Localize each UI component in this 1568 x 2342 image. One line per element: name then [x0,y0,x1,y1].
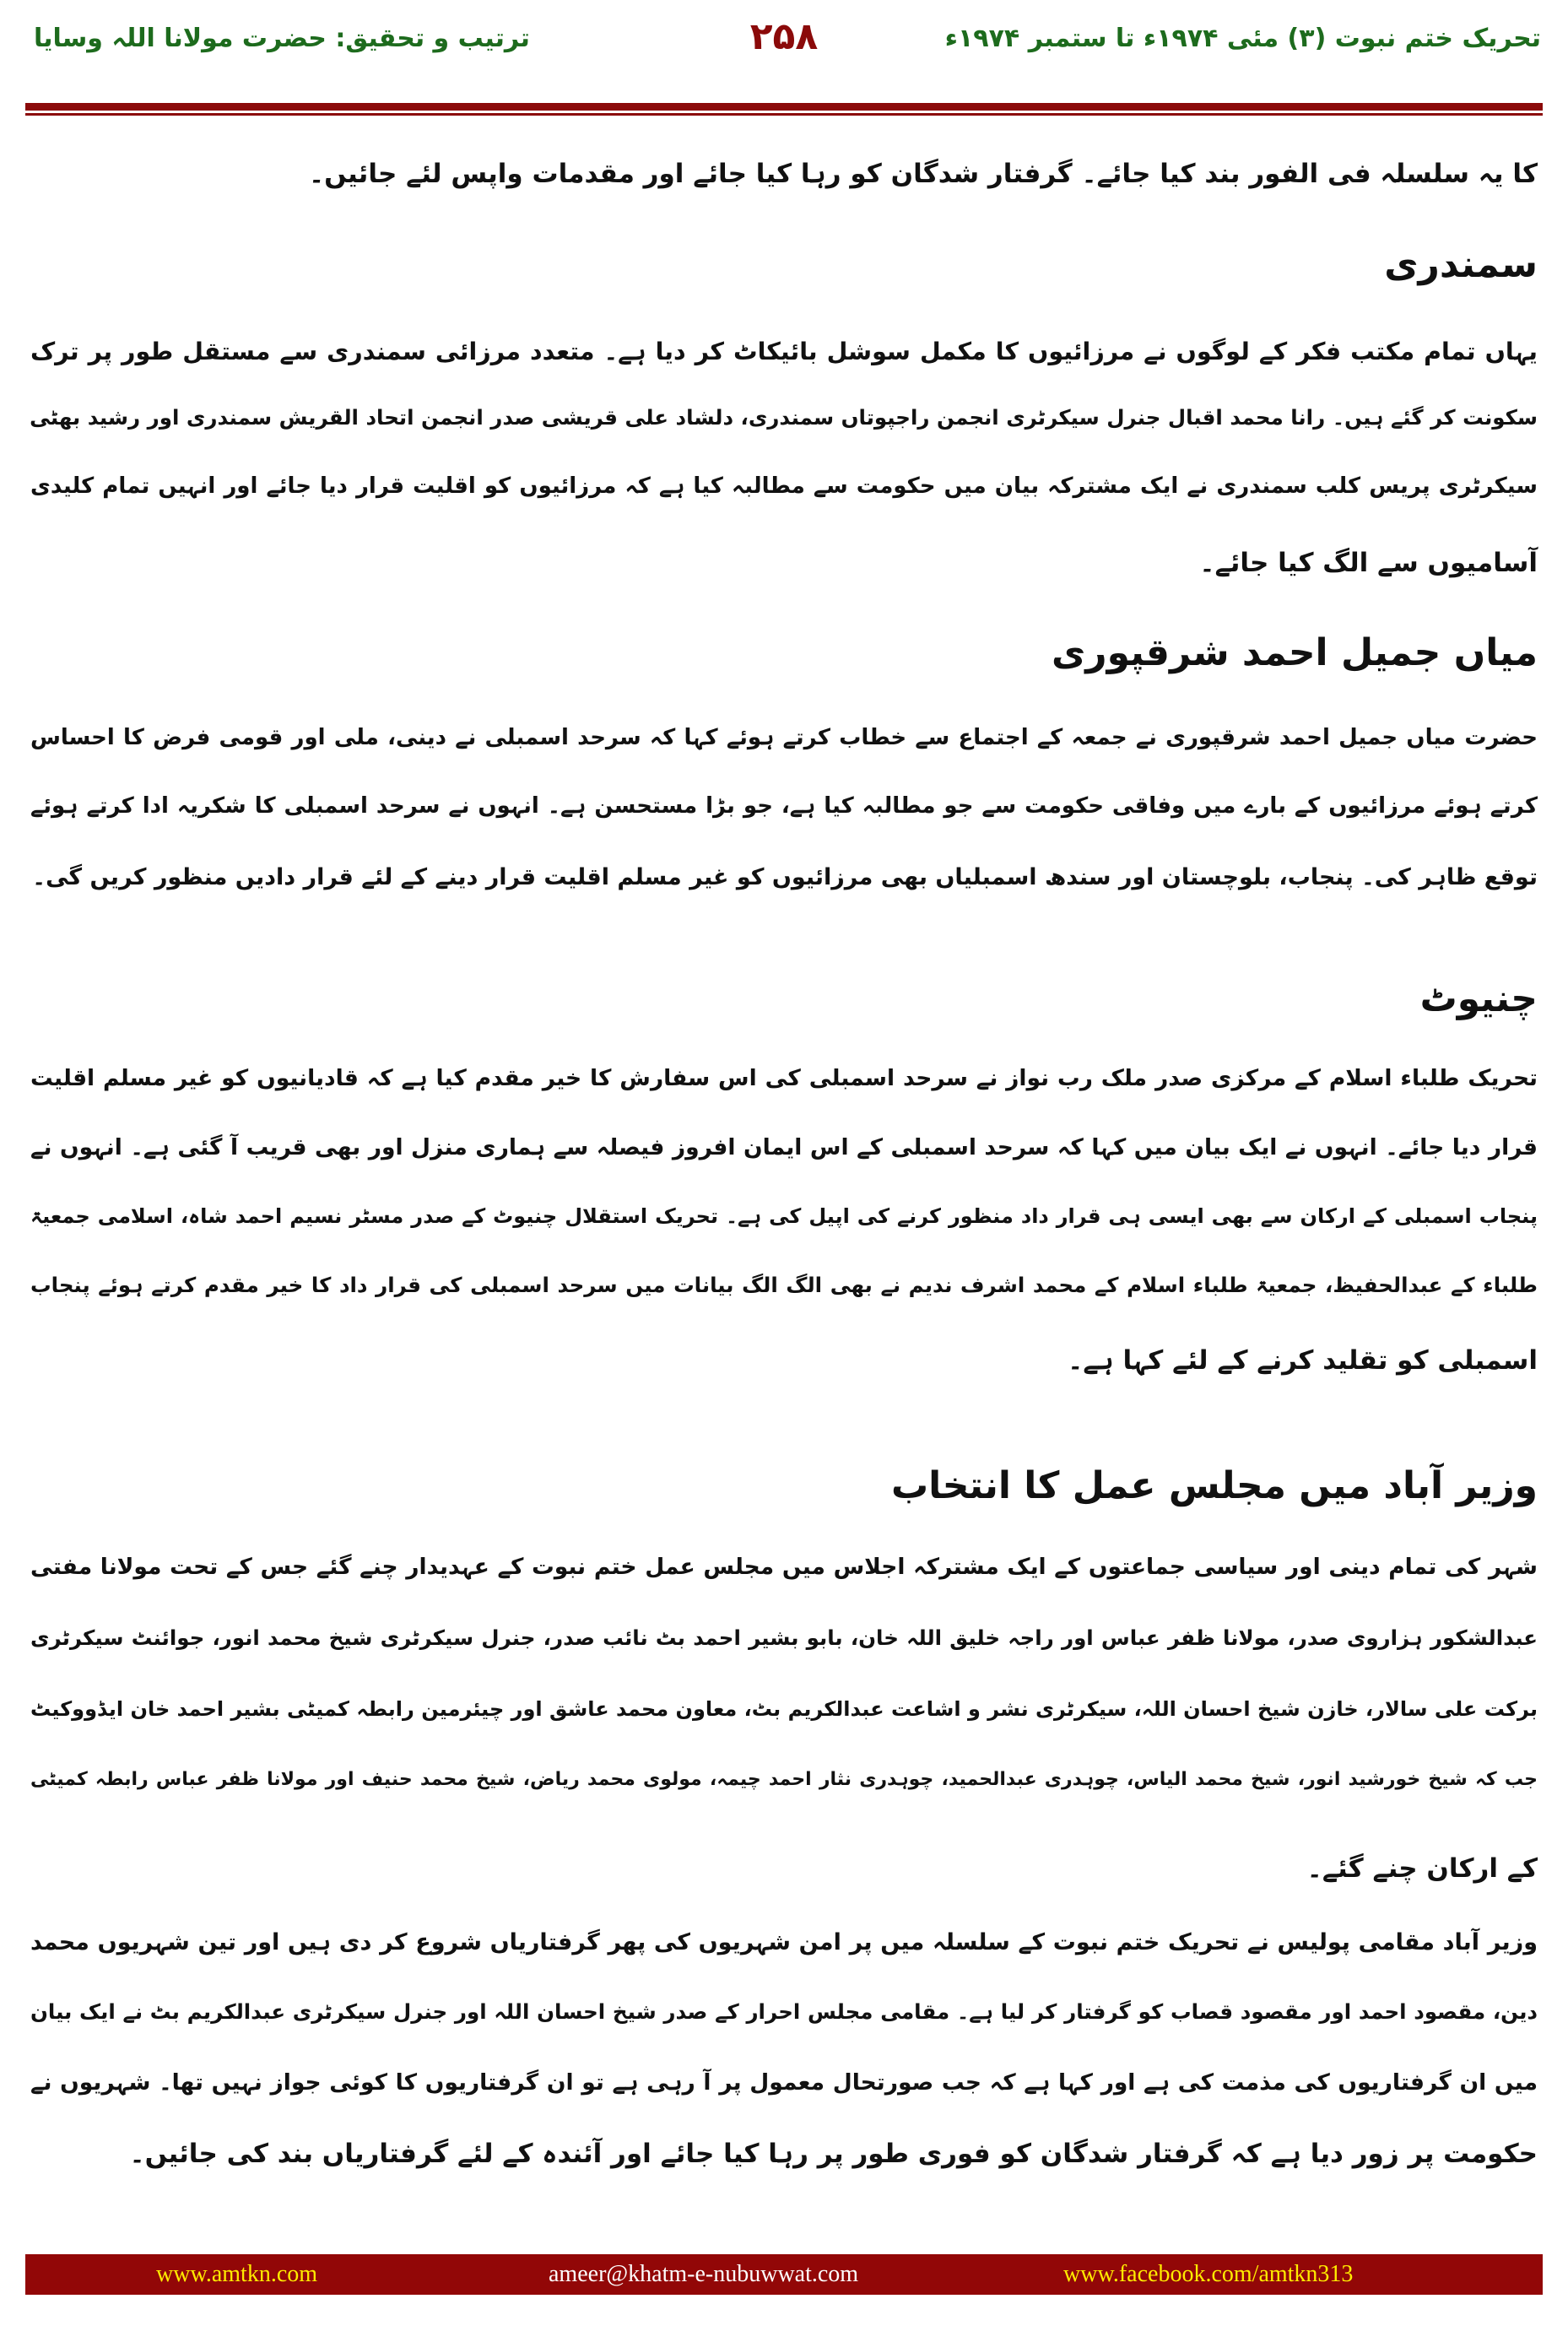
book-title: تحریک ختم نبوت (۳) مئی ۱۹۷۴ء تا ستمبر ۱۹۷۴ء [944,24,1541,53]
text-line: سیکرٹری پریس کلب سمندری نے ایک مشترکہ بیان میں حکومت سے مطالبہ کیا ہے کہ مرزائیوں کو اقلیت قرار دیا جائے اور انہیں تمام کلیدی [30,473,1538,499]
header-rule-thick [25,103,1543,111]
text-line: حکومت پر زور دیا ہے کہ گرفتار شدگان کو فوری طور پر رہا کیا جائے اور آئندہ کے لئے گرفتاریاں بند کی جائیں۔ [129,2139,1538,2169]
text-line: پنجاب اسمبلی کے ارکان سے بھی ایسی ہی قرار داد منظور کرنے کی اپیل کی ہے۔ تحریک استقلال چنیوٹ کے صدر مسٹر نسیم احمد شاہ، اسلامی جمعیۃ [30,1204,1538,1228]
text-line: کرتے ہوئے مرزائیوں کے بارے میں وفاقی حکومت سے جو مطالبہ کیا ہے، جو بڑا مستحسن ہے۔ انہوں نے سرحد اسمبلی کا شکریہ ادا کرتے ہوئے [30,793,1538,819]
text-line: یہاں تمام مکتب فکر کے لوگوں نے مرزائیوں کا مکمل سوشل بائیکاٹ کر دیا ہے۔ متعدد مرزائی سمندری سے مستقل طور پر ترک [30,338,1538,365]
section-heading-samundri: سمندری [1384,243,1538,286]
text-line: دین، مقصود احمد اور مقصود قصاب کو گرفتار کر لیا ہے۔ مقامی مجلس احرار کے صدر شیخ احسان اللہ اور جنرل سیکرٹری عبدالکریم بٹ نے ایک بیان [30,1999,1538,2024]
page-number: ۲۵۸ [749,15,819,58]
text-line: میں ان گرفتاریوں کی مذمت کی ہے اور کہا ہے کہ جب صورتحال معمول پر آ رہی ہے تو ان گرفتاریوں کا کوئی جواز نہیں تھا۔ شہریوں نے [30,2069,1538,2096]
text-line: وزیر آباد مقامی پولیس نے تحریک ختم نبوت کے سلسلہ میں پر امن شہریوں کی پھر گرفتاریاں شروع کر دی ہیں اور تین شہریوں محمد [30,1929,1538,1955]
website-link[interactable]: www.amtkn.com [156,2261,318,2287]
compiler-credit: ترتیب و تحقیق: حضرت مولانا اللہ وسایا [34,24,530,53]
text-line: آسامیوں سے الگ کیا جائے۔ [1199,548,1538,578]
text-line: شہر کی تمام دینی اور سیاسی جماعتوں کے ایک مشترکہ اجلاس میں مجلس عمل ختم نبوت کے عہدیدار چنے گئے جس کے تحت مولانا مفتی [30,1554,1538,1580]
header-rule-thin [25,113,1543,116]
text-line: طلباء کے عبدالحفیظ، جمعیۃ طلباء اسلام کے محمد اشرف ندیم نے بھی الگ الگ بیانات میں سرحد اسمبلی کی قرار داد کا خیر مقدم کرتے ہوئے پنجاب [30,1273,1538,1297]
section-heading-chiniot: چنیوٹ [1419,977,1538,1020]
text-line: حضرت میاں جمیل احمد شرقپوری نے جمعہ کے اجتماع سے خطاب کرتے ہوئے کہا کہ سرحد اسمبلی نے دینی، ملی اور قومی فرض کا احساس [30,725,1538,750]
text-line: عبدالشکور ہزاروی صدر، مولانا ظفر عباس اور راجہ خلیق اللہ خان، بابو بشیر احمد بٹ نائب صدر، جنرل سیکرٹری شیخ محمد انور، جوائنٹ سیکرٹری [30,1625,1538,1650]
facebook-link[interactable]: www.facebook.com/amtkn313 [1063,2261,1354,2287]
section-heading-wazirabad: وزیر آباد میں مجلس عمل کا انتخاب [890,1464,1538,1507]
email-link[interactable]: ameer@khatm-e-nubuwwat.com [549,2261,859,2287]
text-line: برکت علی سالار، خازن شیخ احسان اللہ، سیکرٹری نشر و اشاعت عبدالکریم بٹ، معاون محمد عاشق اور چیئرمین رابطہ کمیٹی بشیر احمد خان ایڈووکیٹ [30,1697,1538,1721]
text-line: تحریک طلباء اسلام کے مرکزی صدر ملک رب نواز نے سرحد اسمبلی کی اس سفارش کا خیر مقدم کیا ہے کہ قادیانیوں کو غیر مسلم اقلیت [30,1065,1538,1091]
text-line: جب کہ شیخ خورشید انور، شیخ محمد الیاس، چوہدری عبدالحمید، چوہدری نثار احمد چیمہ، مولوی محمد ریاض، شیخ محمد حنیف اور مولانا ظفر عباس رابطہ کمیٹی [30,1769,1538,1790]
text-line: کے ارکان چنے گئے۔ [1306,1853,1538,1884]
text-line: اسمبلی کو تقلید کرنے کے لئے کہا ہے۔ [1068,1345,1538,1376]
text-line: قرار دیا جائے۔ انہوں نے ایک بیان میں کہا کہ سرحد اسمبلی کے اس ایمان افروز فیصلہ سے ہماری منزل اور بھی قریب آ گئی ہے۔ انہوں نے [30,1134,1538,1160]
text-line: توقع ظاہر کی۔ پنجاب، بلوچستان اور سندھ اسمبلیاں بھی مرزائیوں کو غیر مسلم اقلیت قرار دینے کے لئے قرار دادیں منظور کریں گی۔ [32,864,1538,890]
text-line: سکونت کر گئے ہیں۔ رانا محمد اقبال جنرل سیکرٹری انجمن راجپوتاں سمندری، دلشاد علی قریشی صدر انجمن اتحاد القریش سمندری اور رشید بھٹی [30,405,1538,430]
section-heading-sharaqpuri: میاں جمیل احمد شرقپوری [1051,631,1538,674]
footer-bar [25,2254,1543,2295]
intro-line: کا یہ سلسلہ فی الفور بند کیا جائے۔ گرفتار شدگان کو رہا کیا جائے اور مقدمات واپس لئے جائیں۔ [308,159,1538,189]
